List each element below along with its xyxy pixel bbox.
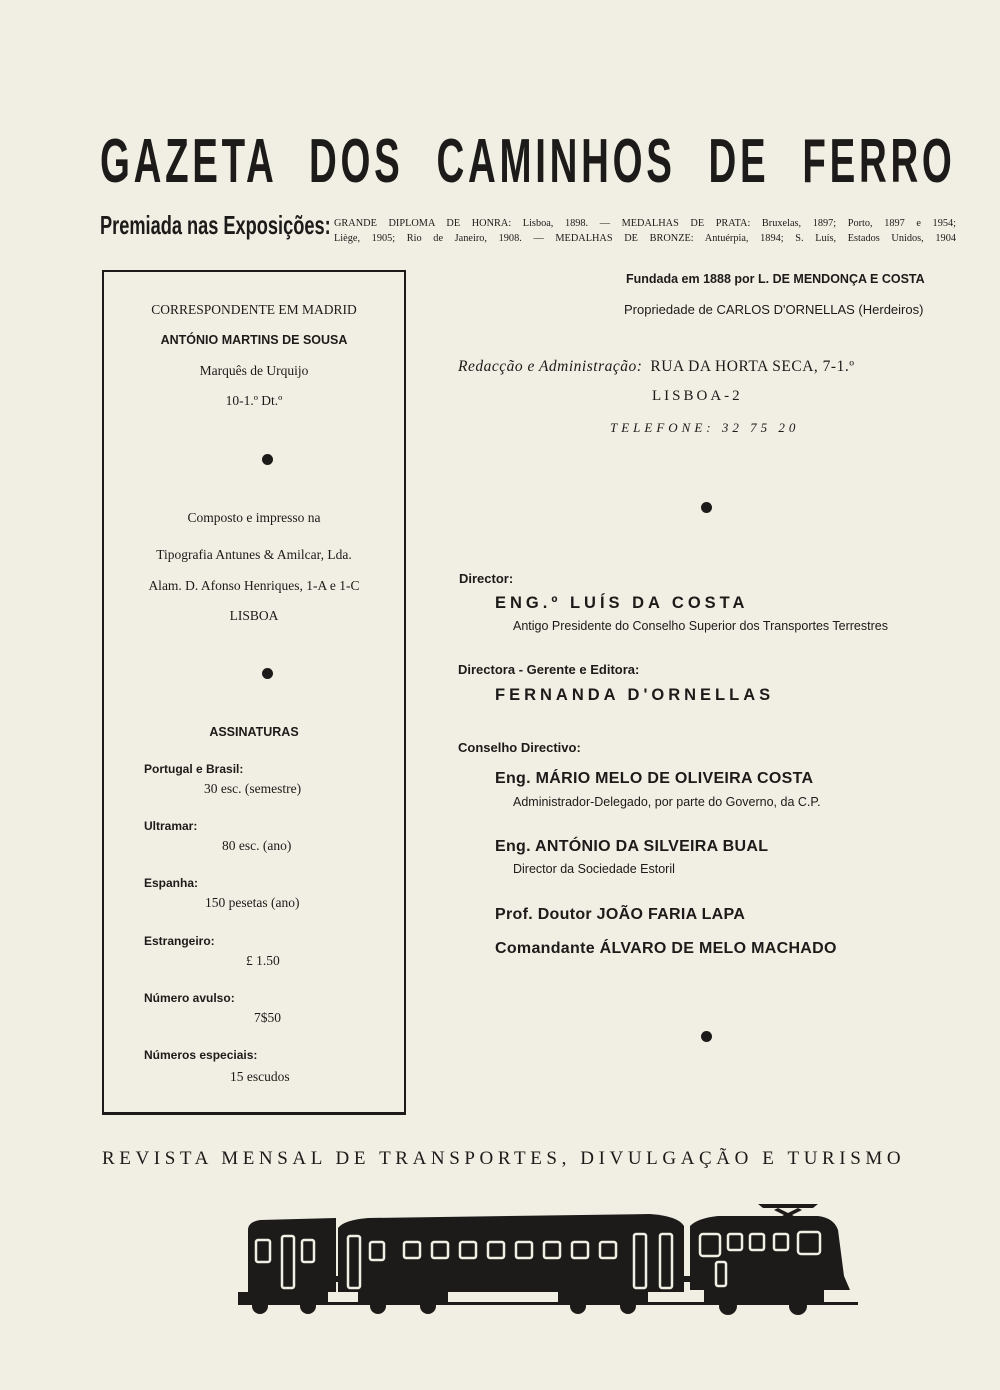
bullet-dot [262,668,273,679]
bullet-dot [701,502,712,513]
subscription-value: 7$50 [254,1010,281,1025]
subscription-value: 80 esc. (ano) [222,838,292,853]
subscription-label: Número avulso: [144,991,235,1005]
subscription-value: 15 escudos [230,1069,290,1084]
council-member-name: Eng. ANTÓNIO DA SILVEIRA BUAL [495,838,769,855]
printer-name: Tipografia Antunes & Amilcar, Lda. [156,547,352,562]
council-member-description: Administrador-Delegado, por parte do Governo, da C.P. [513,795,821,809]
subscription-value: 150 pesetas (ano) [205,895,300,910]
bullet-dot [262,454,273,465]
printer-address: Alam. D. Afonso Henriques, 1-A e 1-C [148,578,360,593]
founded-line: Fundada em 1888 por L. DE MENDONÇA E COSTA [626,272,925,286]
premiada-label: Premiada nas Exposições: [100,210,331,240]
redaccao-line [458,358,855,376]
property-line: Propriedade de CARLOS D'ORNELLAS (Herdeiros) [624,302,924,317]
director-label: Director: [459,571,514,586]
correspondent-address-1: Marquês de Urquijo [199,363,309,378]
correspondent-name: ANTÓNIO MARTINS DE SOUSA [160,333,348,347]
correspondent-address-2: 10-1.º Dt.º [225,393,283,408]
city-line: LISBOA-2 [652,388,743,404]
subscription-label: Portugal e Brasil: [144,762,244,776]
council-member-name: Eng. MÁRIO MELO DE OLIVEIRA COSTA [495,770,814,787]
subscriptions-title: ASSINATURAS [209,725,299,739]
subscription-value: 30 esc. (semestre) [204,781,302,796]
bullet-dot [701,1031,712,1042]
conselho-label: Conselho Directivo: [458,740,581,755]
telephone-line: TELEFONE: 32 75 20 [610,420,800,435]
printer-city: LISBOA [229,608,279,623]
redaccao-address: RUA DA HORTA SECA, 7-1.º [650,358,855,375]
directora-name: FERNANDA D'ORNELLAS [495,686,775,704]
subscription-label: Estrangeiro: [144,934,215,948]
council-member-name: Prof. Doutor JOÃO FARIA LAPA [495,906,746,923]
council-member-description: Director da Sociedade Estoril [513,862,675,876]
printed-line: Composto e impresso na [187,510,321,525]
directora-label: Directora - Gerente e Editora: [458,662,640,677]
redaccao-label: Redacção e Administração: [458,358,643,375]
subscription-label: Ultramar: [144,819,198,833]
director-name: ENG.º LUÍS DA COSTA [495,594,749,612]
tagline: REVISTA MENSAL DE TRANSPORTES, DIVULGAÇÃO E TURISMO [102,1148,906,1169]
subscription-label: Números especiais: [144,1048,258,1062]
subscription-label: Espanha: [144,876,199,890]
awards-line-1: GRANDE DIPLOMA DE HONRA: Lisboa, 1898. — MEDALHAS DE PRATA: Bruxelas, 1897; Porto, 1897 e 1954; [334,218,956,229]
train-illustration [238,1190,858,1320]
correspondent-title: CORRESPONDENTE EM MADRID [151,302,357,317]
masthead-title: GAZETA DOS CAMINHOS DE FERRO [100,127,956,196]
info-box [102,270,406,1115]
awards-text [334,216,956,246]
director-description: Antigo Presidente do Conselho Superior dos Transportes Terrestres [513,619,888,633]
council-member-name: Comandante ÁLVARO DE MELO MACHADO [495,940,837,957]
subscription-value: £ 1.50 [246,953,280,968]
awards-line-2: Liège, 1905; Rio de Janeiro, 1908. — MEDALHAS DE BRONZE: Antuérpia, 1894; S. Luís, Estados Unidos, 1904 [334,233,956,244]
